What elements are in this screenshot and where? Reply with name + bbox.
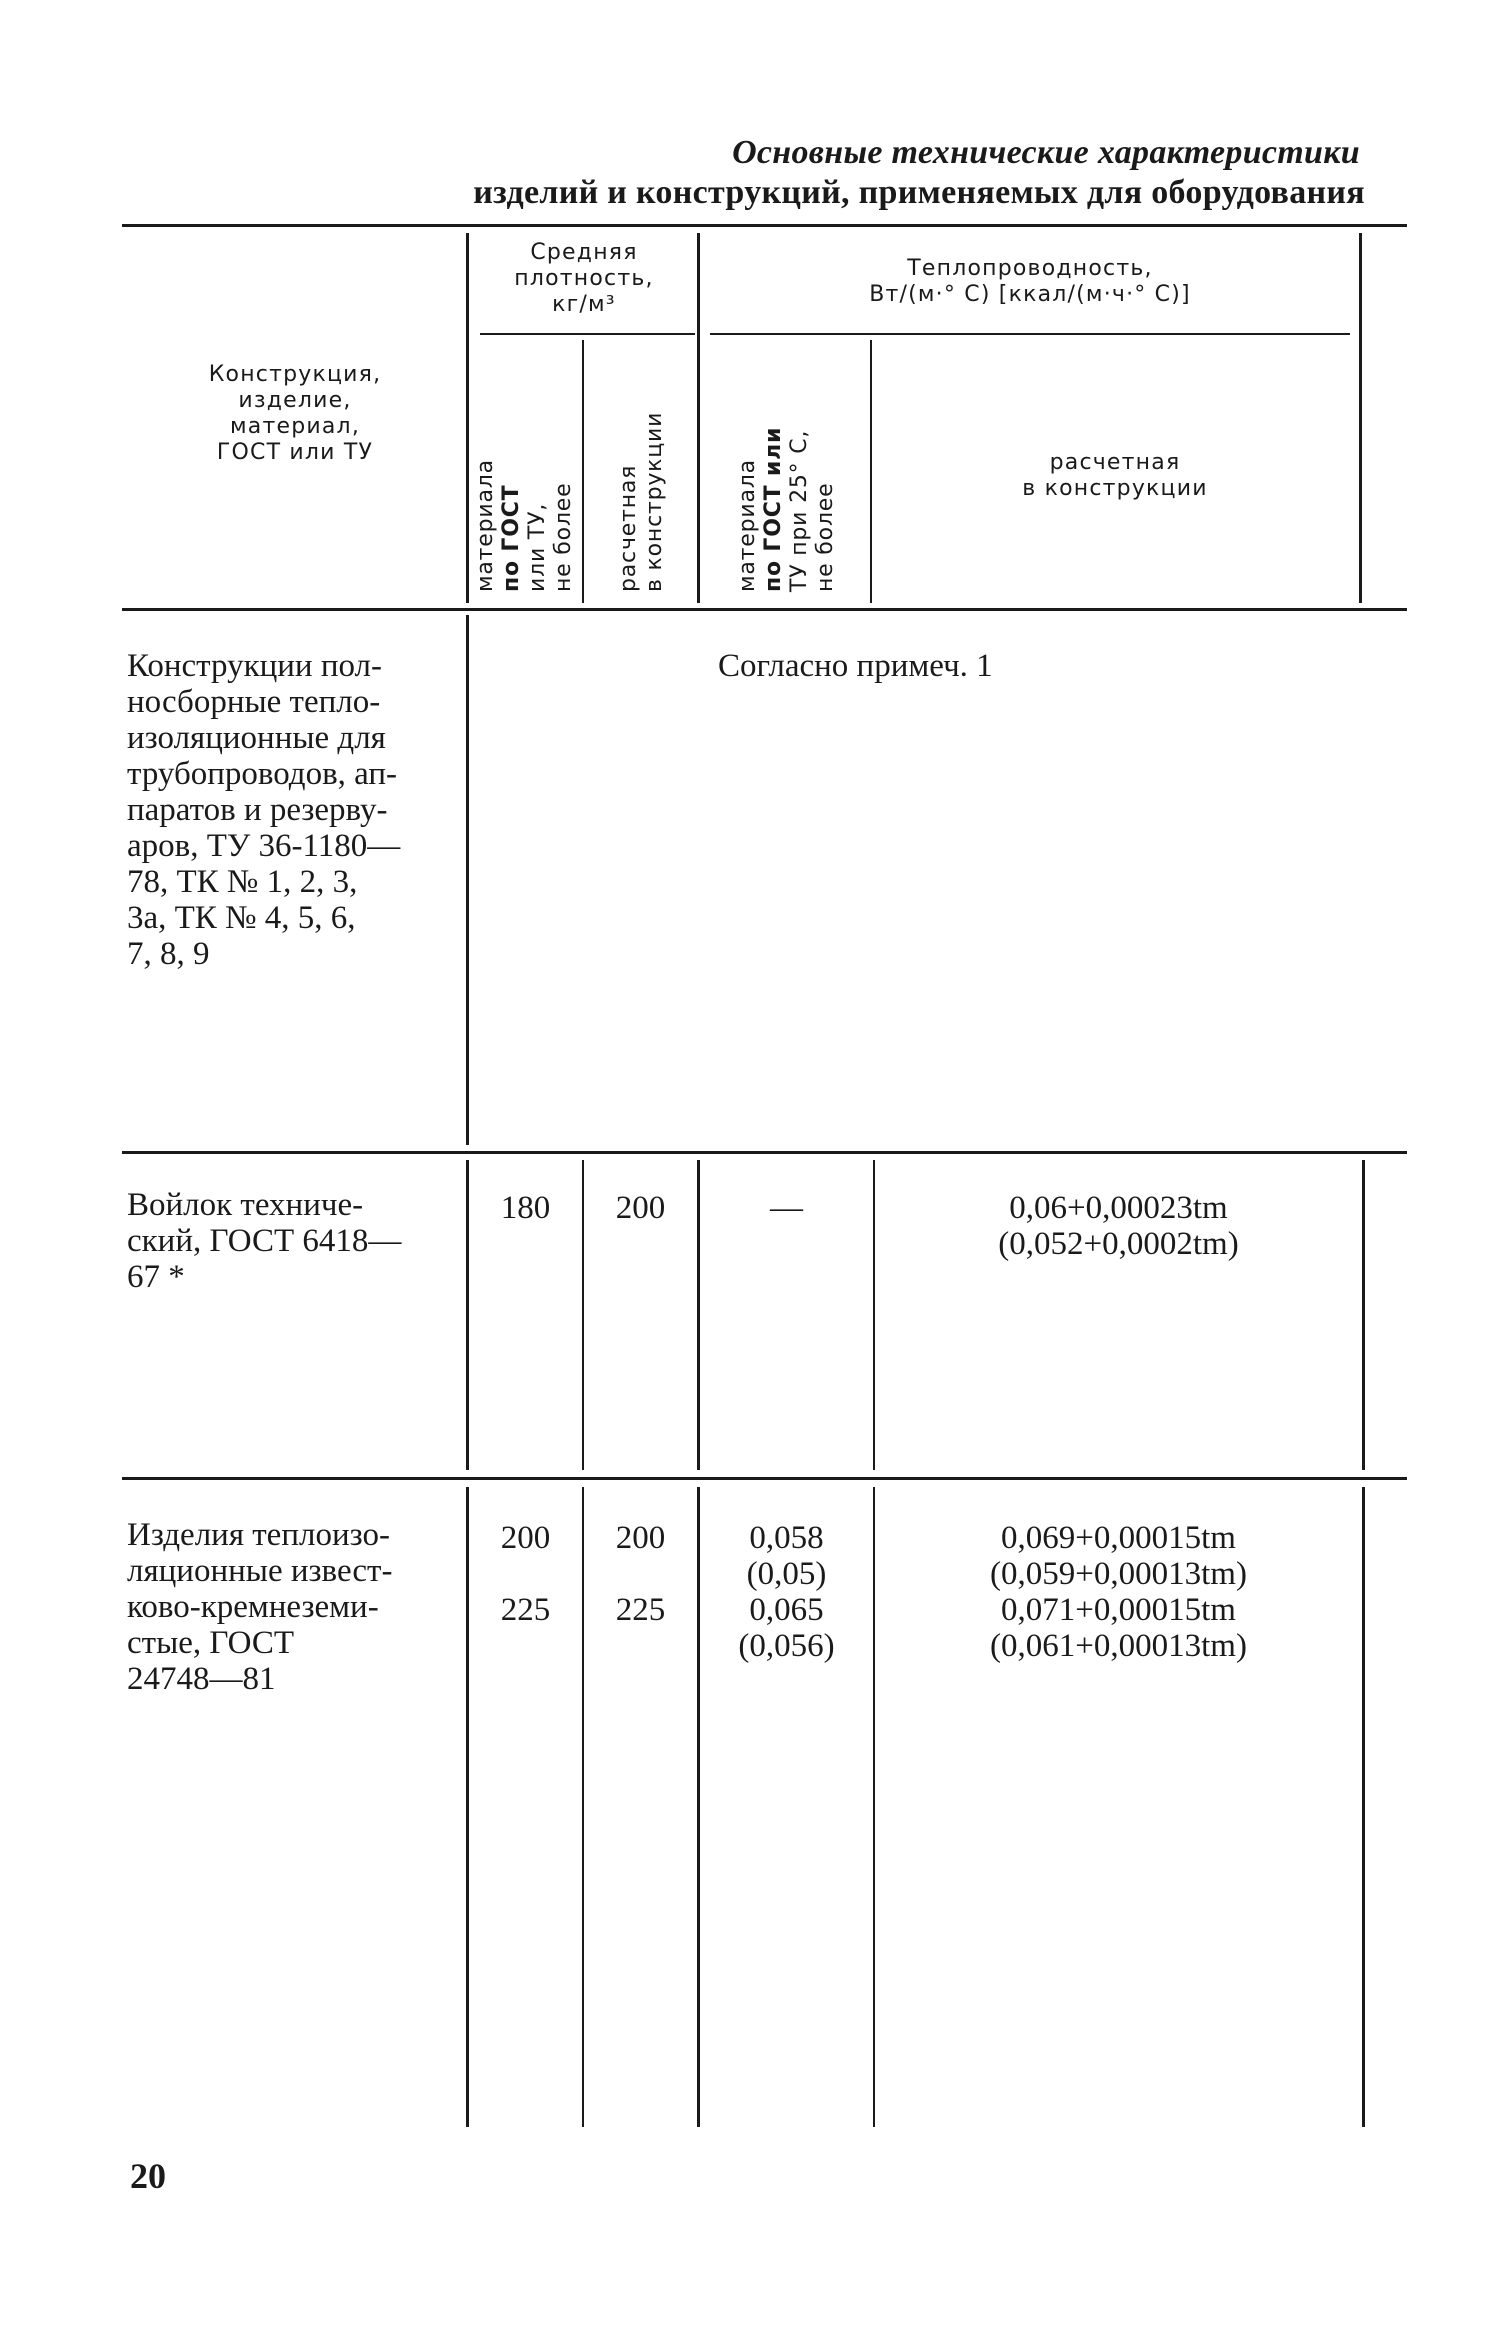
row1-note: Согласно примеч. 1 [718, 648, 993, 684]
header-col-divider-2 [582, 340, 584, 603]
header-name-column: Конструкция, изделие, материал, ГОСТ или ТУ [208, 362, 382, 465]
header-conductivity-group: Теплопроводность, Вт/(м·° С) [ккал/(м·ч·° С)] [869, 256, 1191, 307]
row3-density-calc: 200 225 [615, 1520, 666, 1628]
row2-density-calc: 200 [615, 1190, 666, 1226]
title-line-1: Основные технические характеристики [732, 134, 1360, 171]
table-top-rule [122, 224, 1407, 227]
header-cond-calc: расчетная в конструкции [1022, 450, 1208, 501]
row1-col-divider [466, 615, 469, 1145]
header-density-material: материала по ГОСТ или ТУ, не более [473, 459, 576, 592]
row2-density-material: 180 [500, 1190, 551, 1226]
header-density-group: Средняя плотность, кг/м³ [514, 240, 654, 317]
density-group-rule [480, 333, 695, 335]
conductivity-group-rule [710, 333, 1350, 335]
row1-bottom-rule [122, 1151, 1407, 1154]
row3-name: Изделия теплоизо- ляционные извест- ково-кремнеземи- стые, ГОСТ 24748—81 [127, 1517, 393, 1697]
row3-cond-calc: 0,069+0,00015tm (0,059+0,00013tm) 0,071+0,00015tm (0,061+0,00013tm) [990, 1520, 1247, 1664]
row1-name: Конструкции пол- носборные тепло- изоляционные для трубопроводов, ап- паратов и резерву- аров, ТУ 36-1180— 78, ТК № 1, 2, 3, 3а, ТК № 4, 5, 6, 7, 8, 9 [127, 648, 401, 972]
row3-density-material: 200 225 [500, 1520, 551, 1628]
title-line-2: изделий и конструкций, применяемых для оборудования [473, 174, 1365, 211]
row2-col-divider-5 [1362, 1160, 1365, 1470]
header-bottom-rule [122, 608, 1407, 611]
header-cond-material: материала по ГОСТ или ТУ при 25° С, не более [735, 426, 838, 592]
row2-cond-calc: 0,06+0,00023tm (0,052+0,0002tm) [998, 1190, 1239, 1262]
header-col-divider-5 [1359, 233, 1362, 603]
header-col-divider-4 [870, 340, 872, 603]
row3-cond-material: 0,058 (0,05) 0,065 (0,056) [738, 1520, 835, 1664]
page-number: 20 [130, 2156, 166, 2196]
row2-cond-material: — [770, 1190, 803, 1226]
row3-col-divider-5 [1362, 1487, 1365, 2127]
row2-bottom-rule [122, 1477, 1407, 1480]
header-density-calc: расчетная в конструкции [616, 411, 667, 592]
header-col-divider-1 [466, 233, 469, 603]
row2-name: Войлок техниче- ский, ГОСТ 6418— 67 * [127, 1187, 402, 1295]
